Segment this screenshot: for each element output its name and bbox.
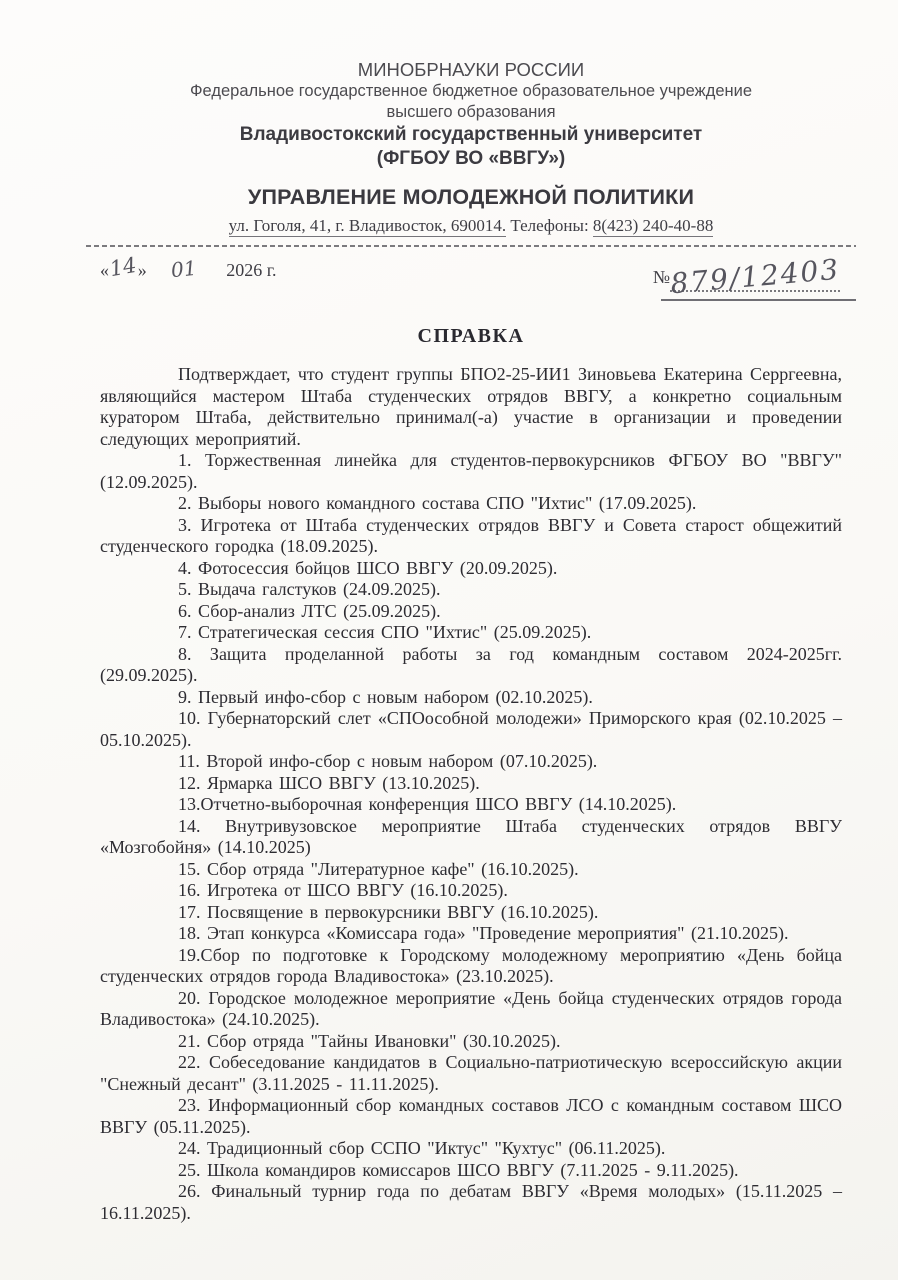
event-item: 3. Игротека от Штаба студенческих отрядов ВВГУ и Совета старост общежитий студенческого городка (18.09.2025). bbox=[100, 514, 842, 556]
divider-dashed bbox=[86, 245, 856, 247]
date-number-line bbox=[100, 252, 842, 303]
number-label: № bbox=[652, 267, 671, 287]
document-body bbox=[100, 364, 842, 1224]
event-item: 20. Городское молодежное мероприятие «День бойца студенческих отрядов города Владивостока» (24.10.2025). bbox=[100, 987, 842, 1029]
street-address: ул. Гоголя, 41, г. Владивосток, 690014. bbox=[228, 216, 507, 235]
event-item: 24. Традиционный сбор ССПО "Иктус" "Кухтус" (06.11.2025). bbox=[178, 1138, 666, 1158]
event-item: 7. Стратегическая сессия СПО "Ихтис" (25.09.2025). bbox=[178, 622, 592, 642]
phones-label: Телефоны: bbox=[510, 216, 589, 235]
handwritten-day: 14 bbox=[107, 252, 139, 282]
event-item: 10. Губернаторский слет «СПОособной молодежи» Приморского края (02.10.2025 – 05.10.2025). bbox=[100, 708, 842, 750]
event-item: 21. Сбор отряда "Тайны Ивановки" (30.10.2025). bbox=[178, 1030, 561, 1051]
document-title: СПРАВКА bbox=[417, 325, 525, 347]
number-dotted-line bbox=[669, 252, 842, 301]
event-item: 4. Фотосессия бойцов ШСО ВВГУ (20.09.2025). bbox=[178, 557, 558, 578]
event-item: 22. Собеседование кандидатов в Социально-патриотическую всероссийскую акции "Снежный десант" (3.11.2025 - 11.11.2025). bbox=[100, 1052, 842, 1094]
event-item: 23. Информационный сбор командных составов ЛСО с командным составом ШСО ВВГУ (05.11.2025). bbox=[100, 1095, 842, 1137]
address-line bbox=[100, 213, 842, 238]
event-item: 13.Отчетно-выборочная конференция ШСО ВВГУ (14.10.2025). bbox=[178, 794, 677, 814]
event-item: 12. Ярмарка ШСО ВВГУ (13.10.2025). bbox=[178, 772, 480, 793]
event-item: 14. Внутривузовское мероприятие Штаба студенческих отрядов ВВГУ «Мозгобойня» (14.10.2025) bbox=[100, 815, 842, 857]
event-item: 1. Торжественная линейка для студентов-первокурсников ФГБОУ ВО "ВВГУ" (12.09.2025). bbox=[100, 450, 842, 492]
department-name: УПРАВЛЕНИЕ МОЛОДЕЖНОЙ ПОЛИТИКИ bbox=[247, 185, 695, 209]
event-item: 15. Сбор отряда "Литературное кафе" (16.10.2025). bbox=[178, 858, 579, 879]
open-quote: « bbox=[100, 260, 109, 280]
ministry-line: МИНОБРНАУКИ РОССИИ bbox=[357, 59, 585, 80]
university-abbrev: (ФГБОУ ВО «ВВГУ») bbox=[376, 148, 566, 169]
event-item: 26. Финальный турнир года по дебатам ВВГУ «Время молодых» (15.11.2025 – 16.11.2025). bbox=[100, 1181, 842, 1223]
handwritten-month: 01 bbox=[169, 255, 198, 283]
document-date bbox=[100, 252, 277, 283]
intro-paragraph: Подтверждает, что студент группы БПО2-25-ИИ1 Зиновьева Екатерина Серргеевна, являющийся мастером Штаба студенческих отрядов ВВГУ, а конкретно социальным куратором Штаба, действительно принимал(-а) участие в организации и проведении следующих мероприятий. bbox=[100, 364, 842, 449]
event-item: 9. Первый инфо-сбор с новым набором (02.10.2025). bbox=[178, 686, 593, 707]
event-item: 5. Выдача галстуков (24.09.2025). bbox=[178, 579, 441, 599]
event-item: 2. Выборы нового командного состава СПО "Ихтис" (17.09.2025). bbox=[178, 493, 697, 513]
handwritten-number: 879/12403 bbox=[669, 252, 842, 301]
university-name: Владивостокский государственный университет bbox=[239, 124, 703, 145]
close-quote: » bbox=[137, 260, 147, 280]
event-item: 25. Школа командиров комиссаров ШСО ВВГУ (7.11.2025 - 9.11.2025). bbox=[178, 1159, 739, 1180]
event-item: 8. Защита проделанной работы за год командным составом 2024-2025гг. (29.09.2025). bbox=[100, 643, 842, 685]
event-item: 6. Сбор-анализ ЛТС (25.09.2025). bbox=[178, 600, 441, 621]
document-number bbox=[652, 252, 842, 301]
phone-number: 8(423) 240-40-88 bbox=[592, 216, 714, 235]
event-item: 18. Этап конкурса «Комиссара года» "Проведение мероприятия" (21.10.2025). bbox=[178, 923, 789, 943]
event-item: 17. Посвящение в первокурсники ВВГУ (16.10.2025). bbox=[178, 901, 599, 922]
document-year: 2026 г. bbox=[226, 260, 277, 280]
letterhead bbox=[100, 58, 842, 238]
org-line-1: Федеральное государственное бюджетное образовательное учреждение bbox=[189, 82, 753, 100]
org-line-2: высшего образования bbox=[386, 103, 556, 121]
event-item: 16. Игротека от ШСО ВВГУ (16.10.2025). bbox=[178, 880, 508, 900]
event-item: 11. Второй инфо-сбор с новым набором (07.10.2025). bbox=[178, 751, 598, 771]
event-item: 19.Сбор по подготовке к Городскому молодежному мероприятию «День бойца студенческих отрядов города Владивостока» (23.10.2025). bbox=[100, 944, 842, 986]
